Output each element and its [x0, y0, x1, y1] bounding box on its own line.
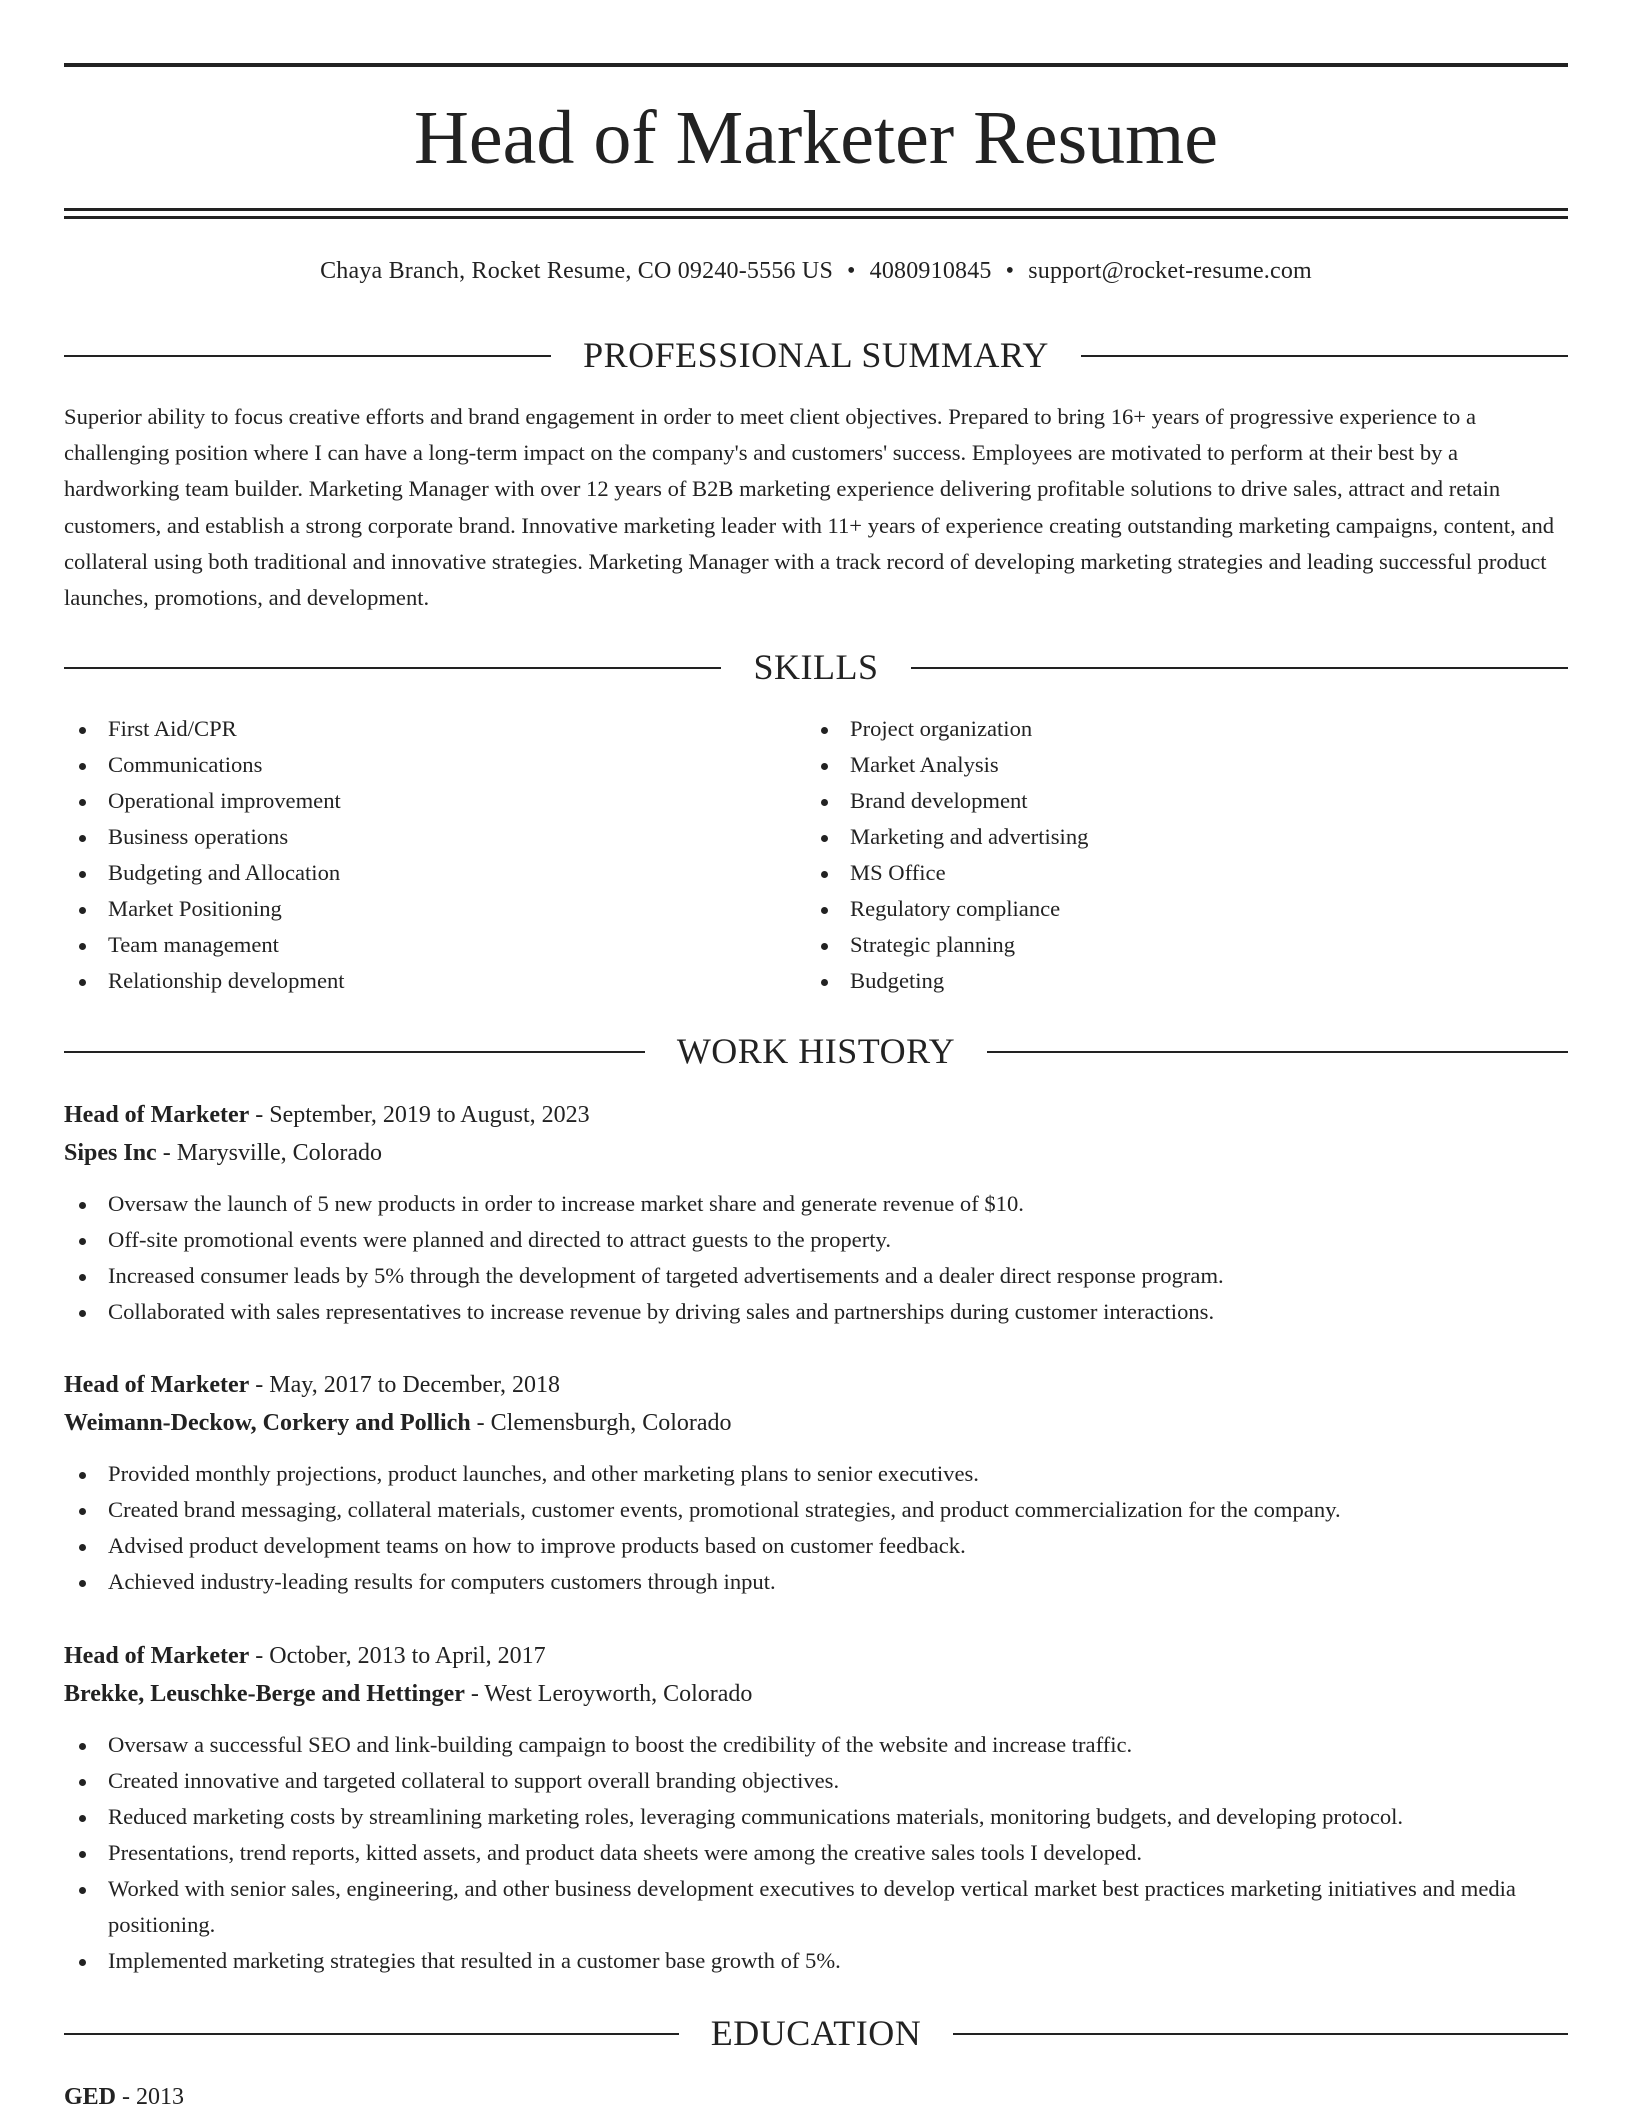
job-bullet: Oversaw the launch of 5 new products in order to increase market share and generate revenue of $10.	[64, 1186, 1568, 1222]
section-title-education: EDUCATION	[679, 2013, 953, 2053]
job-title-line	[64, 1637, 1568, 1675]
job-bullets	[64, 1186, 1568, 1330]
section-header-skills	[64, 645, 1568, 689]
job-title: Head of Marketer	[64, 1643, 250, 1669]
top-rule	[64, 63, 1568, 67]
job-bullet: Oversaw a successful SEO and link-building campaign to boost the credibility of the website and increase traffic.	[64, 1727, 1568, 1763]
job-bullet: Implemented marketing strategies that resulted in a customer base growth of 5%.	[64, 1943, 1568, 1979]
job-bullet: Collaborated with sales representatives to increase revenue by driving sales and partnerships during customer interactions.	[64, 1294, 1568, 1330]
skill-item: Market Positioning	[64, 891, 345, 927]
section-title-skills: SKILLS	[721, 647, 910, 687]
job-dates: - May, 2017 to December, 2018	[249, 1372, 560, 1398]
page-title: Head of Marketer Resume	[413, 96, 1218, 180]
job-bullet: Off-site promotional events were planned and directed to attract guests to the property.	[64, 1222, 1568, 1258]
education-entry	[64, 2078, 184, 2116]
job-bullet: Created brand messaging, collateral materials, customer events, promotional strategies, and product commercialization for the company.	[64, 1492, 1568, 1528]
job-entry	[64, 1637, 1568, 1979]
skill-item: Strategic planning	[806, 927, 1088, 963]
section-header-education	[64, 2011, 1568, 2055]
skill-item: Communications	[64, 747, 345, 783]
job-company: Sipes Inc	[64, 1140, 157, 1166]
job-title-line	[64, 1096, 1568, 1134]
skill-item: MS Office	[806, 855, 1088, 891]
job-entry	[64, 1096, 1568, 1330]
education-year: - 2013	[116, 2084, 185, 2110]
skill-item: Market Analysis	[806, 747, 1088, 783]
skill-item: Team management	[64, 927, 345, 963]
skills-list-left	[64, 711, 345, 999]
skill-item: Brand development	[806, 783, 1088, 819]
skill-item: Budgeting and Allocation	[64, 855, 345, 891]
job-title-line	[64, 1366, 1568, 1404]
summary-text: Superior ability to focus creative efforts and brand engagement in order to meet client objectives. Prepared to bring 16+ years of progressive experience to a challenging position where I can have a long-term impact on the company's and customers' success. Employees are motivated to perform at their best by a hardworking team builder. Marketing Manager with over 12 years of B2B marketing experience delivering profitable solutions to drive sales, attract and retain customers, and establish a strong corporate brand. Innovative marketing leader with 11+ years of experience creating outstanding marketing campaigns, content, and collateral using both traditional and innovative strategies. Marketing Manager with a track record of developing marketing strategies and leading successful product launches, promotions, and development.	[64, 404, 1555, 611]
job-bullet: Achieved industry-leading results for computers customers through input.	[64, 1564, 1568, 1600]
skill-item: Operational improvement	[64, 783, 345, 819]
section-header-work	[64, 1029, 1568, 1073]
skill-item: Regulatory compliance	[806, 891, 1088, 927]
job-company-line	[64, 1134, 1568, 1172]
skill-item: Budgeting	[806, 963, 1088, 999]
job-dates: - October, 2013 to April, 2017	[249, 1643, 546, 1669]
section-header-summary	[64, 333, 1568, 377]
skill-item: Marketing and advertising	[806, 819, 1088, 855]
skill-item: Relationship development	[64, 963, 345, 999]
skill-item: Project organization	[806, 711, 1088, 747]
contact-address: Chaya Branch, Rocket Resume, CO 09240-5556 US	[320, 258, 834, 284]
job-title: Head of Marketer	[64, 1102, 250, 1128]
section-title-summary: PROFESSIONAL SUMMARY	[551, 335, 1081, 375]
job-bullet: Increased consumer leads by 5% through the development of targeted advertisements and a dealer direct response program.	[64, 1258, 1568, 1294]
job-title: Head of Marketer	[64, 1372, 250, 1398]
contact-phone: 4080910845	[869, 258, 992, 284]
job-company: Brekke, Leuschke-Berge and Hettinger	[64, 1681, 465, 1707]
job-bullet: Worked with senior sales, engineering, and other business development executives to develop vertical market best practices marketing initiatives and media positioning.	[64, 1871, 1568, 1943]
job-bullet: Provided monthly projections, product launches, and other marketing plans to senior executives.	[64, 1456, 1568, 1492]
education-degree: GED	[64, 2084, 117, 2110]
job-bullet: Reduced marketing costs by streamlining marketing roles, leveraging communications materials, monitoring budgets, and developing protocol.	[64, 1799, 1568, 1835]
job-bullet: Advised product development teams on how to improve products based on customer feedback.	[64, 1528, 1568, 1564]
job-location: - Marysville, Colorado	[156, 1140, 382, 1166]
job-company-line	[64, 1675, 1568, 1713]
skills-list-right	[806, 711, 1088, 999]
job-bullet: Presentations, trend reports, kitted assets, and product data sheets were among the creative sales tools I developed.	[64, 1835, 1568, 1871]
contact-line	[64, 254, 1568, 288]
section-title-work: WORK HISTORY	[645, 1031, 987, 1071]
job-bullets	[64, 1456, 1568, 1600]
job-dates: - September, 2019 to August, 2023	[249, 1102, 590, 1128]
contact-email: support@rocket-resume.com	[1028, 258, 1312, 284]
job-location: - West Leroyworth, Colorado	[464, 1681, 753, 1707]
job-bullets	[64, 1727, 1568, 1979]
job-company-line	[64, 1404, 1568, 1442]
title-rule-lower	[64, 216, 1568, 219]
skill-item: First Aid/CPR	[64, 711, 345, 747]
title-rule-upper	[64, 208, 1568, 211]
job-bullet: Created innovative and targeted collateral to support overall branding objectives.	[64, 1763, 1568, 1799]
job-company: Weimann-Deckow, Corkery and Pollich	[64, 1410, 471, 1436]
contact-separator: •	[847, 258, 856, 284]
skill-item: Business operations	[64, 819, 345, 855]
contact-separator: •	[1005, 258, 1015, 284]
job-entry	[64, 1366, 1568, 1600]
job-location: - Clemensburgh, Colorado	[470, 1410, 732, 1436]
